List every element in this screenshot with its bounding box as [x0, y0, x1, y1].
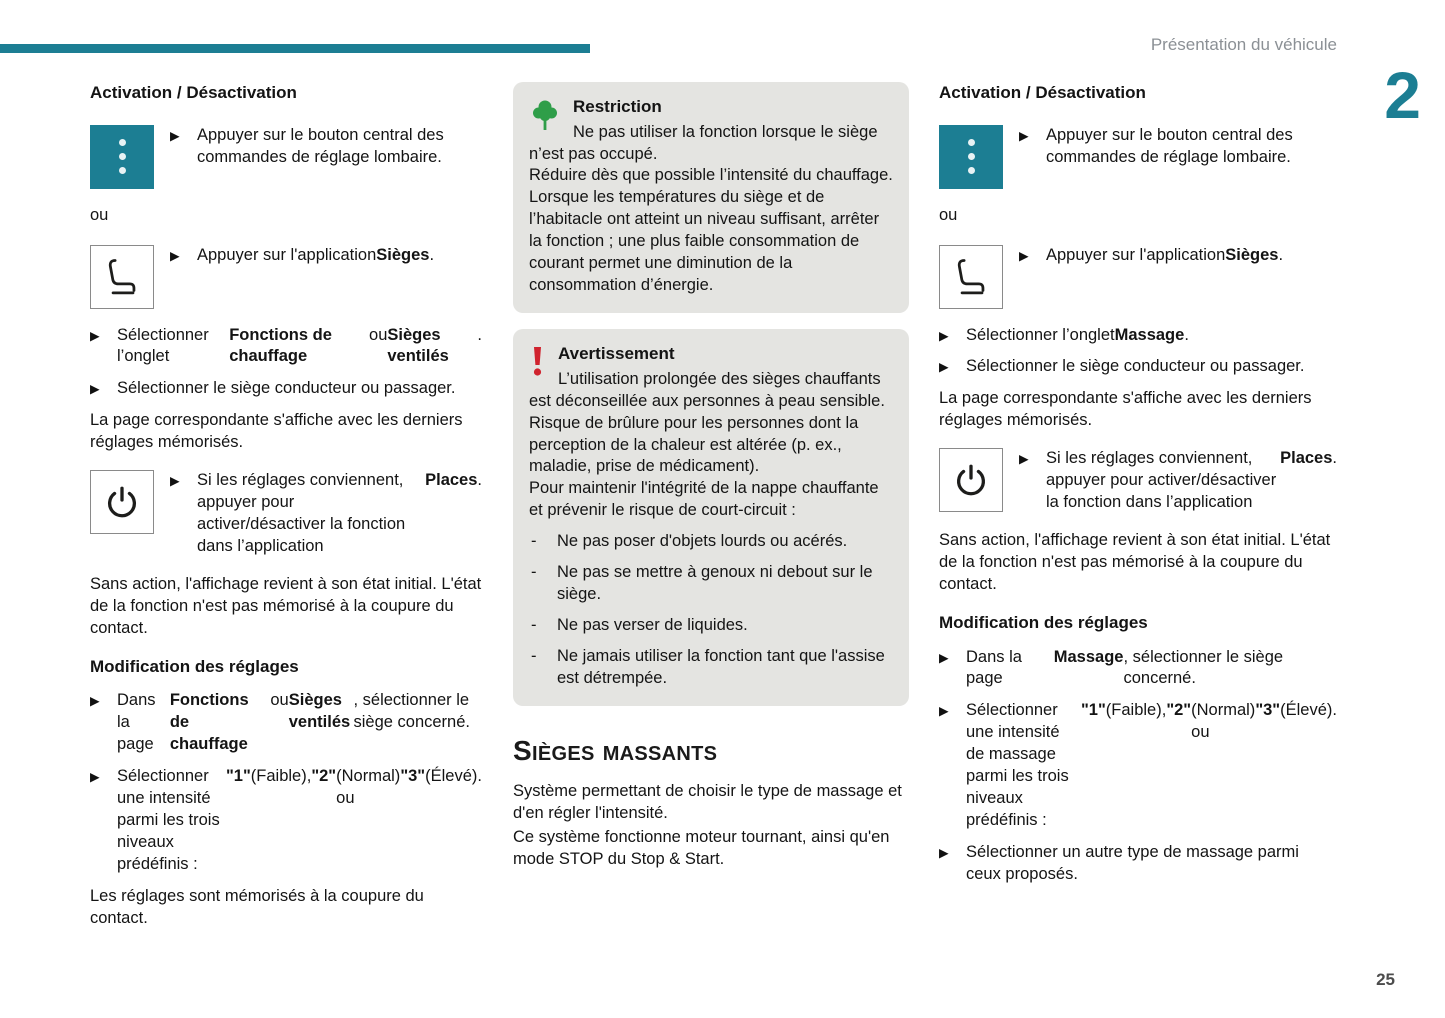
right-column	[939, 82, 1337, 896]
button-dot	[968, 167, 975, 174]
middle-column	[513, 82, 909, 873]
intro-paragraph: Ce système fonctionne moteur tournant, ainsi qu'en mode STOP du Stop & Start.	[513, 828, 890, 868]
step-select-tab: ▶ Sélectionner l’onglet Massage .	[939, 325, 1337, 347]
para-memorise: Les réglages sont mémorisés à la coupure du contact.	[90, 886, 424, 927]
heading-activation-left: Activation / Désactivation	[90, 83, 297, 102]
step-select-seat: ▶ Sélectionner le siège conducteur ou passager.	[90, 378, 482, 400]
heading-modification-right: Modification des réglages	[939, 612, 1148, 632]
header-accent-bar	[0, 44, 590, 53]
step-text: ▶ Appuyer sur le bouton central des commandes de réglage lombaire.	[170, 125, 482, 189]
warning-title: Avertissement	[558, 344, 675, 364]
chapter-number: 2	[1384, 58, 1421, 132]
restriction-box	[513, 82, 909, 313]
warning-list-item: - Ne pas se mettre à genoux ni debout sur le siège.	[529, 562, 893, 606]
step-dans-page: ▶ Dans la page Massage , sélectionner le siège concerné.	[939, 647, 1337, 691]
heading-modification-left: Modification des réglages	[90, 656, 299, 676]
step-select-tab: ▶ Sélectionner l’onglet Fonctions de chauffage ou Sièges ventilés .	[90, 325, 482, 369]
or-label: ou	[939, 205, 958, 224]
step-text: ▶ Si les réglages conviennent, appuyer pour activer/désactiver la fonction dans l’application Places .	[170, 470, 482, 558]
warning-text: Risque de brûlure pour les personnes dont la perception de la chaleur est altérée (p. ex., maladie, prise de médicament).	[529, 413, 859, 476]
heading-activation-right: Activation / Désactivation	[939, 83, 1146, 102]
intro-paragraph: Système permettant de choisir le type de massage et d'en régler l'intensité.	[513, 782, 902, 823]
button-dot	[119, 139, 126, 146]
para-no-action: Sans action, l'affichage revient à son état initial. L'état de la fonction n'est pas mémorisé à la coupure du contact.	[90, 574, 482, 637]
para-page-correspondante: La page correspondante s'affiche avec les derniers réglages mémorisés.	[90, 411, 463, 452]
para-no-action: Sans action, l'affichage revient à son état initial. L'état de la fonction n'est pas mémorisé à la coupure du contact.	[939, 531, 1331, 593]
button-dot	[968, 153, 975, 160]
or-label: ou	[90, 205, 109, 224]
warning-text: L’utilisation prolongée des sièges chauffants est déconseillée aux personnes à peau sensible.	[529, 369, 885, 410]
warning-list-item: - Ne pas verser de liquides.	[529, 615, 893, 637]
restriction-text: Réduire dès que possible l’intensité du chauffage.	[529, 166, 893, 185]
warning-list-item: - Ne pas poser d'objets lourds ou acérés.	[529, 531, 893, 553]
step-app-sieges-left	[90, 245, 482, 309]
step-central-button-right	[939, 125, 1337, 189]
restriction-title: Restriction	[573, 97, 662, 116]
restriction-text: Ne pas utiliser la fonction lorsque le siège n’est pas occupé.	[529, 122, 878, 163]
step-power-right	[939, 448, 1337, 514]
power-icon	[90, 470, 154, 534]
tree-icon	[529, 96, 561, 134]
restriction-text: Lorsque les températures du siège et de l’habitacle ont atteint un niveau suffisant, arrêter la fonction ; une plus faible consommation de courant permet une diminution de la consommation d’énergie.	[529, 188, 880, 295]
step-power-left	[90, 470, 482, 558]
para-page-correspondante: La page correspondante s'affiche avec les derniers réglages mémorisés.	[939, 389, 1312, 430]
seat-application-icon	[939, 245, 1003, 309]
step-text: ▶ Appuyer sur l'application Sièges .	[1019, 245, 1283, 309]
seat-application-icon	[90, 245, 154, 309]
step-text: ▶ Appuyer sur le bouton central des commandes de réglage lombaire.	[1019, 125, 1337, 189]
lumbar-central-button-icon	[90, 125, 154, 189]
warning-box	[513, 329, 909, 706]
step-text: ▶ Appuyer sur l'application Sièges .	[170, 245, 434, 309]
step-app-sieges-right	[939, 245, 1337, 309]
step-intensite: ▶ Sélectionner une intensité parmi les trois niveaux prédéfinis : "1" (Faible), "2" (Normal) ou "3" (Élevé).	[90, 766, 482, 876]
button-dot	[119, 167, 126, 174]
warning-exclamation-icon	[529, 343, 546, 381]
step-dans-page: ▶ Dans la page Fonctions de chauffage ou Sièges ventilés , sélectionner le siège concerné.	[90, 690, 482, 756]
warning-text: Pour maintenir l'intégrité de la nappe chauffante et prévenir le risque de court-circuit :	[529, 479, 879, 520]
step-text: ▶ Si les réglages conviennent, appuyer pour activer/désactiver la fonction dans l’application Places .	[1019, 448, 1337, 514]
step-central-button-left	[90, 125, 482, 189]
step-intensite: ▶ Sélectionner une intensité de massage parmi les trois niveaux prédéfinis : "1" (Faible), "2" (Normal) ou "3" (Élevé).	[939, 700, 1337, 832]
button-dot	[119, 153, 126, 160]
header-section-title: Présentation du véhicule	[1150, 35, 1337, 54]
lumbar-central-button-icon	[939, 125, 1003, 189]
step-autre-type: ▶ Sélectionner un autre type de massage parmi ceux proposés.	[939, 842, 1337, 886]
left-column	[90, 82, 482, 946]
step-select-seat: ▶ Sélectionner le siège conducteur ou passager.	[939, 356, 1337, 378]
section-title-sieges-massants: Sièges massants	[513, 734, 718, 766]
button-dot	[968, 139, 975, 146]
warning-list-item: - Ne jamais utiliser la fonction tant que l'assise est détrempée.	[529, 646, 893, 690]
power-icon	[939, 448, 1003, 512]
page-number: 25	[1376, 970, 1395, 990]
